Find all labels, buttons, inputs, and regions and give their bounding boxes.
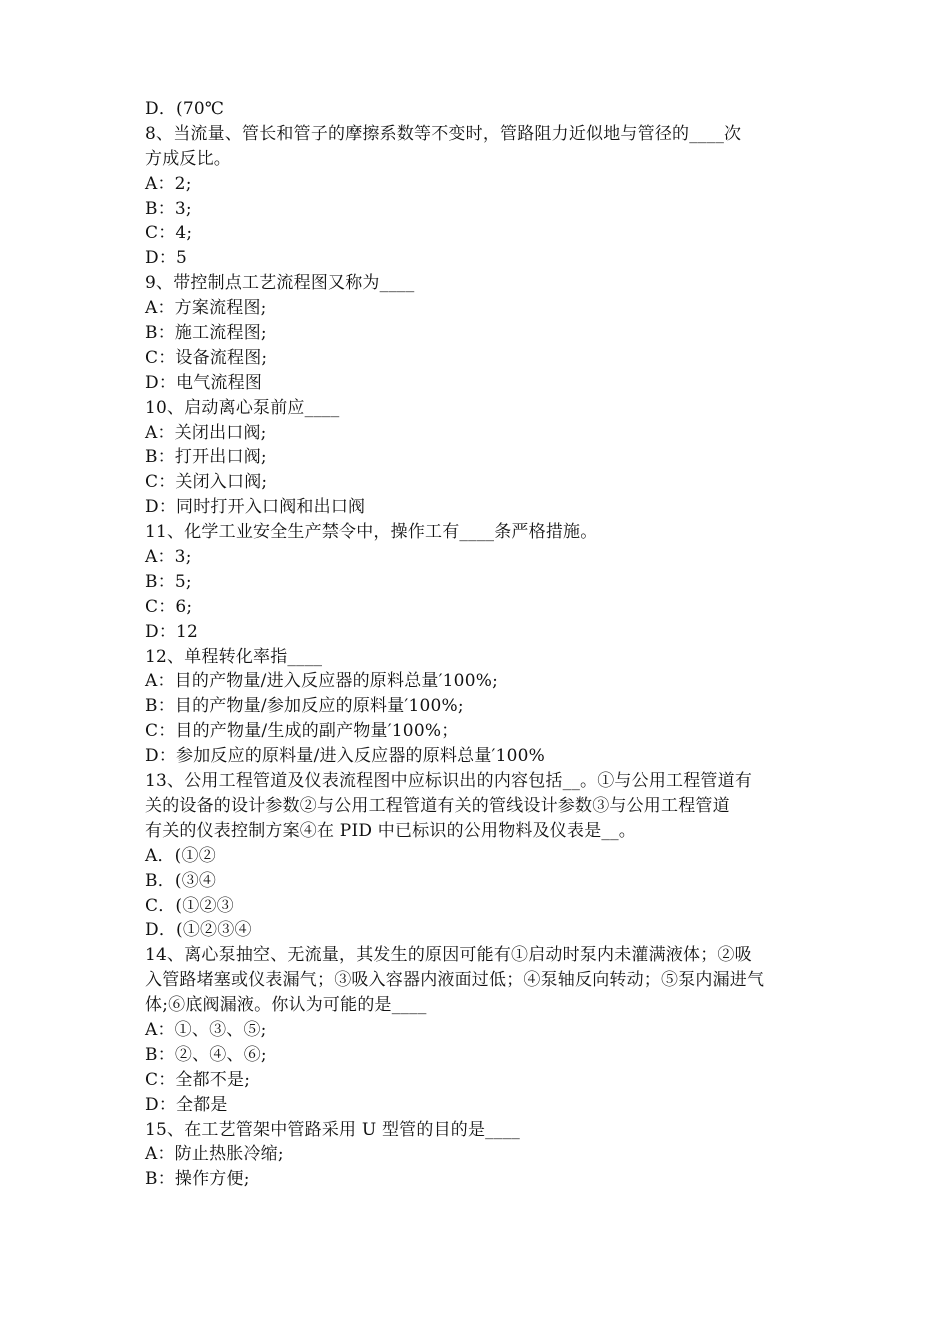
option-a-q10: A：关闭出口阀; — [145, 422, 267, 443]
option-a-q12: A：目的产物量/进入反应器的原料总量′100%; — [145, 671, 498, 692]
option-c-q8: C：4; — [145, 223, 193, 244]
option-a-q11: A：3; — [145, 547, 192, 568]
option-b-q13: B．(③④ — [145, 870, 217, 891]
option-d-q11: D：12 — [145, 621, 199, 642]
question-13-text-cont-2: 有关的仪表控制方案④在 PID 中已标识的公用物料及仪表是__。 — [145, 820, 636, 841]
option-d-q8: D：5 — [145, 248, 188, 269]
option-c-q13: C．(①②③ — [145, 895, 234, 916]
question-9-text: 9、带控制点工艺流程图又称为____ — [145, 273, 415, 294]
option-c-q14: C：全都不是; — [145, 1069, 251, 1090]
question-8-text-cont: 方成反比。 — [145, 148, 231, 169]
option-b-q8: B：3; — [145, 198, 192, 219]
question-10-text: 10、启动离心泵前应____ — [145, 397, 340, 418]
option-d-q14: D：全都是 — [145, 1094, 228, 1115]
option-b-q11: B：5; — [145, 571, 192, 592]
option-a-q13: A．(①② — [145, 845, 216, 866]
option-d-q7: D．(70℃ — [145, 99, 225, 119]
option-b-q12: B：目的产物量/参加反应的原料量′100%; — [145, 696, 464, 717]
option-d-q13: D．(①②③④ — [145, 920, 252, 941]
option-c-q9: C：设备流程图; — [145, 347, 268, 368]
question-13-text-cont-1: 关的设备的设计参数②与公用工程管道有关的管线设计参数③与公用工程管道 — [145, 795, 730, 816]
option-d-q10: D：同时打开入口阀和出口阀 — [145, 497, 366, 518]
question-14-text: 14、离心泵抽空、无流量，其发生的原因可能有①启动时泵内未灌满液体；②吸 — [145, 945, 752, 966]
option-c-q12: C：目的产物量/生成的副产物量′100%； — [145, 721, 459, 742]
option-c-q11: C：6; — [145, 596, 193, 617]
question-14-text-cont-1: 入管路堵塞或仪表漏气；③吸入容器内液面过低；④泵轴反向转动；⑤泵内漏进气 — [145, 970, 765, 991]
question-12-text: 12、单程转化率指____ — [145, 646, 323, 667]
option-a-q14: A：①、③、⑤; — [145, 1019, 267, 1040]
option-d-q12: D：参加反应的原料量/进入反应器的原料总量′100% — [145, 746, 546, 767]
document-body — [145, 97, 810, 1192]
option-b-q9: B：施工流程图; — [145, 323, 267, 344]
option-a-q15: A：防止热胀冷缩; — [145, 1144, 284, 1165]
option-a-q8: A：2; — [145, 173, 192, 194]
question-14-text-cont-2: 体;⑥底阀漏液。你认为可能的是____ — [145, 995, 427, 1016]
option-c-q10: C：关闭入口阀; — [145, 472, 268, 493]
question-15-text: 15、在工艺管架中管路采用 U 型管的目的是____ — [145, 1119, 520, 1140]
option-b-q15: B：操作方便; — [145, 1169, 250, 1190]
question-11-text: 11、化学工业安全生产禁令中，操作工有____条严格措施。 — [145, 522, 598, 543]
question-13-text: 13、公用工程管道及仪表流程图中应标识出的内容包括__。①与公用工程管道有 — [145, 771, 753, 792]
option-b-q10: B：打开出口阀; — [145, 447, 267, 468]
option-a-q9: A：方案流程图; — [145, 298, 267, 319]
question-8-text: 8、当流量、管长和管子的摩擦系数等不变时，管路阻力近似地与管径的____次 — [145, 123, 742, 144]
option-d-q9: D：电气流程图 — [145, 372, 263, 393]
option-b-q14: B：②、④、⑥; — [145, 1044, 267, 1065]
